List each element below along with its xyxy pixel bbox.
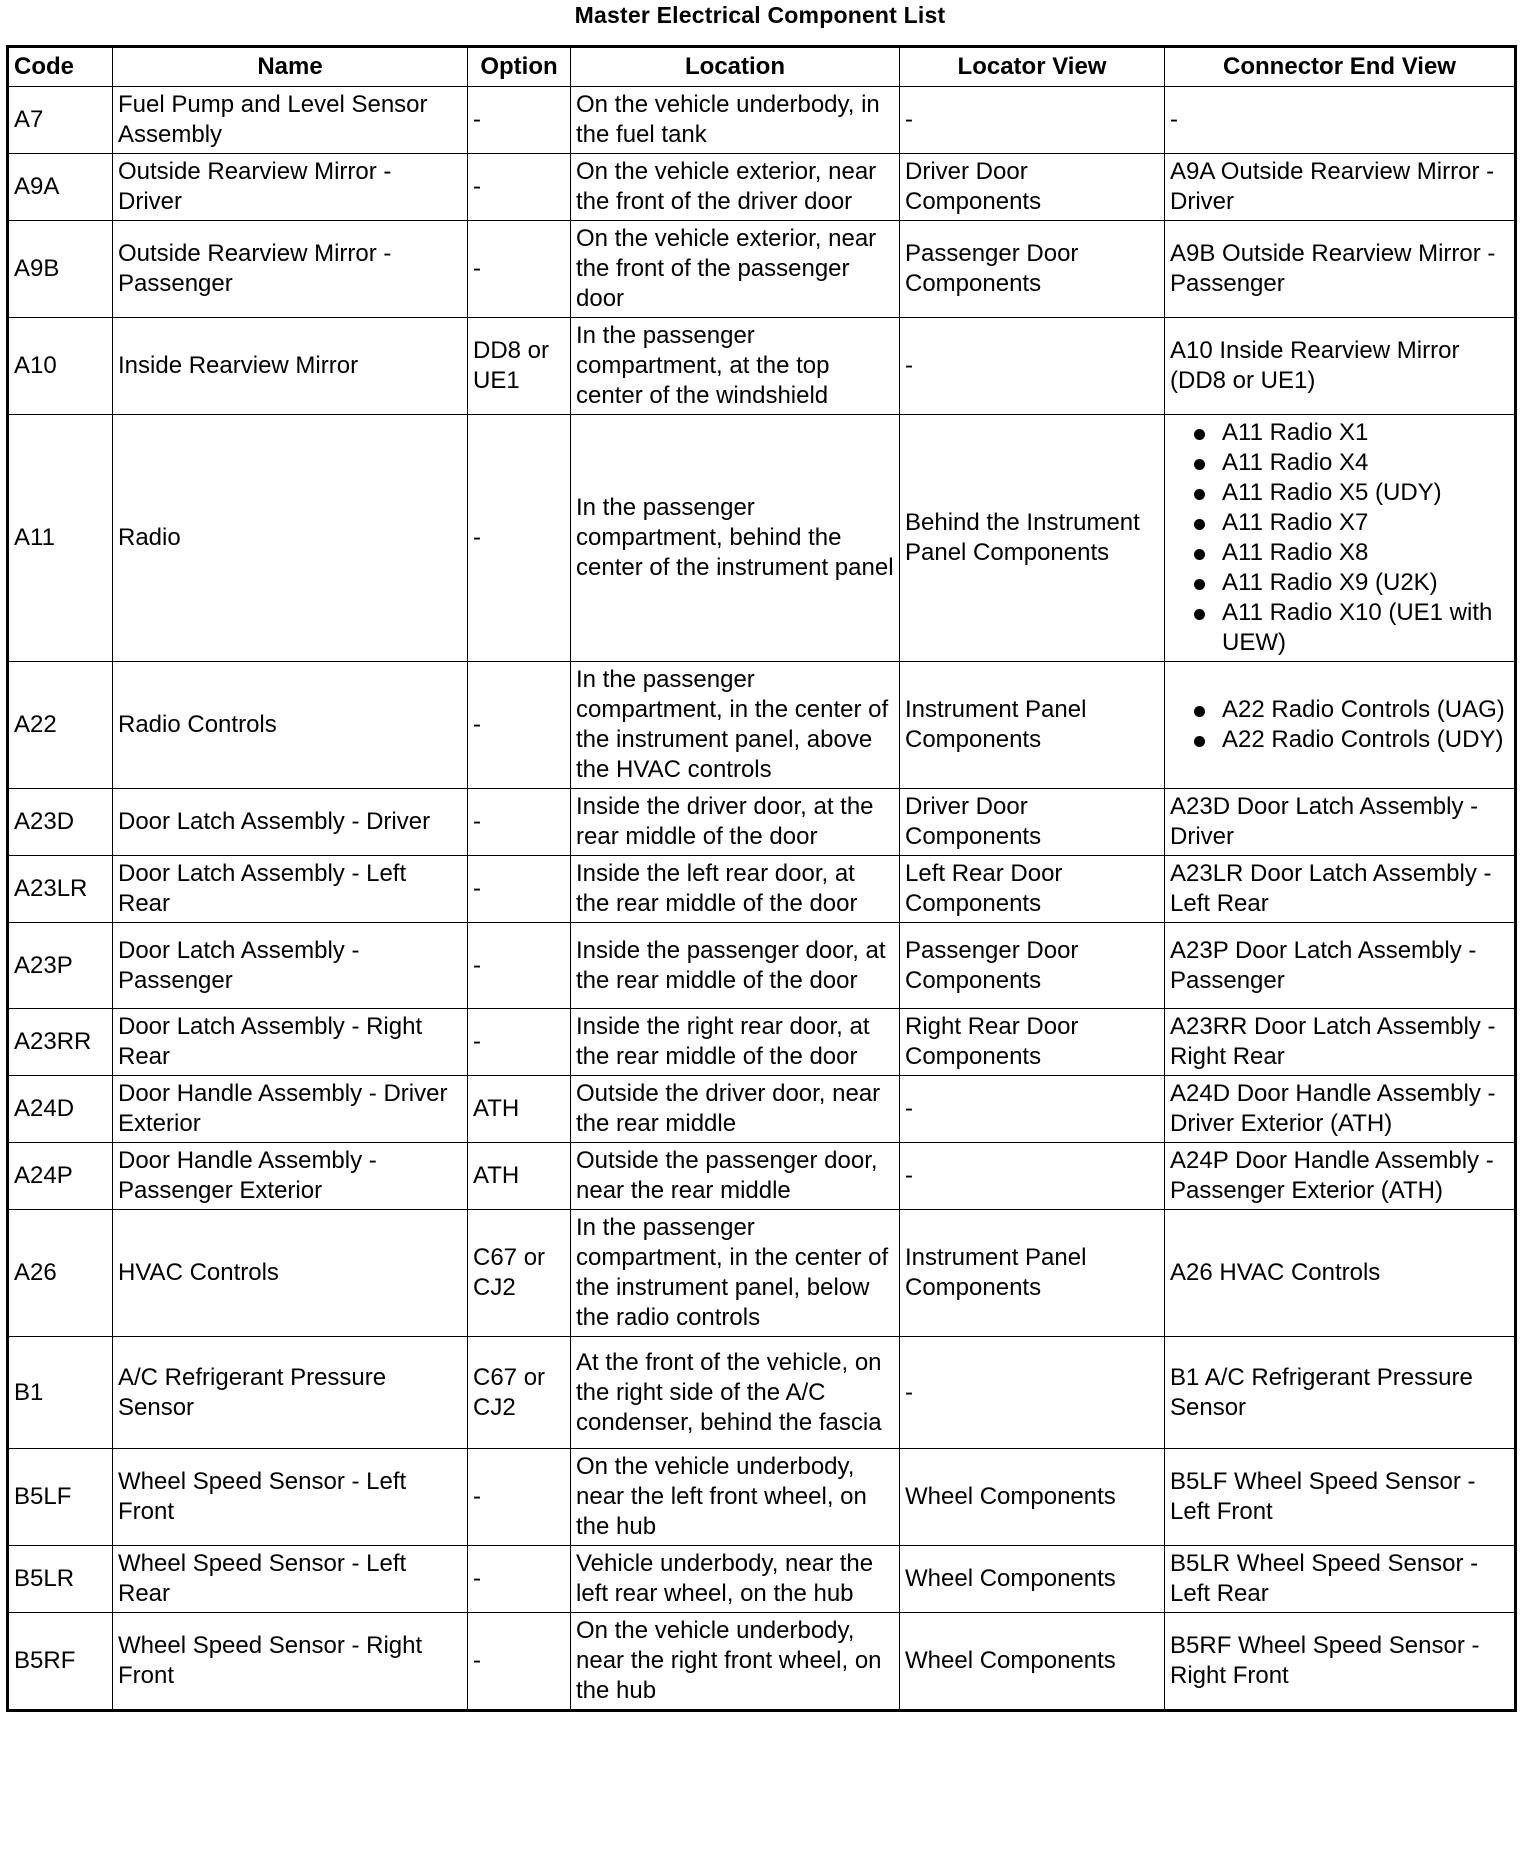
cell-location: Vehicle underbody, near the left rear wheel, on the hub xyxy=(571,1546,900,1613)
cell-connector-end-view: - xyxy=(1165,87,1516,154)
connector-list-item: A11 Radio X8 xyxy=(1192,538,1509,568)
cell-option: - xyxy=(468,923,571,1009)
cell-location: Inside the passenger door, at the rear middle of the door xyxy=(571,923,900,1009)
cell-option: - xyxy=(468,1449,571,1546)
cell-code: A7 xyxy=(8,87,113,154)
cell-code: A9B xyxy=(8,221,113,318)
cell-code: A23LR xyxy=(8,856,113,923)
connector-list-item: A11 Radio X1 xyxy=(1192,418,1509,448)
column-header-location: Location xyxy=(571,47,900,87)
cell-connector-end-view: A23RR Door Latch Assembly - Right Rear xyxy=(1165,1009,1516,1076)
column-header-name: Name xyxy=(113,47,468,87)
cell-connector-end-view: A24D Door Handle Assembly - Driver Exterior (ATH) xyxy=(1165,1076,1516,1143)
table-row xyxy=(8,923,1516,1009)
cell-connector-end-view: B5LF Wheel Speed Sensor - Left Front xyxy=(1165,1449,1516,1546)
cell-code: A9A xyxy=(8,154,113,221)
table-row xyxy=(8,856,1516,923)
cell-option: - xyxy=(468,415,571,662)
cell-name: Inside Rearview Mirror xyxy=(113,318,468,415)
cell-locator-view: Instrument Panel Components xyxy=(900,1210,1165,1337)
table-row xyxy=(8,1337,1516,1449)
cell-location: On the vehicle underbody, near the left front wheel, on the hub xyxy=(571,1449,900,1546)
cell-name: Fuel Pump and Level Sensor Assembly xyxy=(113,87,468,154)
cell-location: Outside the driver door, near the rear middle xyxy=(571,1076,900,1143)
cell-connector-end-view: A9B Outside Rearview Mirror - Passenger xyxy=(1165,221,1516,318)
cell-code: A23P xyxy=(8,923,113,1009)
cell-name: Door Handle Assembly - Passenger Exterior xyxy=(113,1143,468,1210)
cell-location: Inside the left rear door, at the rear middle of the door xyxy=(571,856,900,923)
cell-name: A/C Refrigerant Pressure Sensor xyxy=(113,1337,468,1449)
cell-connector-end-view: B5RF Wheel Speed Sensor - Right Front xyxy=(1165,1613,1516,1711)
cell-option: C67 or CJ2 xyxy=(468,1337,571,1449)
cell-name: Radio xyxy=(113,415,468,662)
cell-location: In the passenger compartment, behind the center of the instrument panel xyxy=(571,415,900,662)
cell-location: On the vehicle underbody, in the fuel tank xyxy=(571,87,900,154)
table-row xyxy=(8,318,1516,415)
cell-location: Outside the passenger door, near the rear middle xyxy=(571,1143,900,1210)
cell-code: A23RR xyxy=(8,1009,113,1076)
cell-name: Outside Rearview Mirror - Driver xyxy=(113,154,468,221)
cell-name: Door Latch Assembly - Left Rear xyxy=(113,856,468,923)
cell-name: Door Handle Assembly - Driver Exterior xyxy=(113,1076,468,1143)
cell-locator-view: - xyxy=(900,87,1165,154)
column-header-connector-end-view: Connector End View xyxy=(1165,47,1516,87)
cell-code: A23D xyxy=(8,789,113,856)
table-row xyxy=(8,1076,1516,1143)
connector-list xyxy=(1170,418,1509,658)
table-row xyxy=(8,154,1516,221)
cell-locator-view: Left Rear Door Components xyxy=(900,856,1165,923)
table-row xyxy=(8,87,1516,154)
column-header-locator-view: Locator View xyxy=(900,47,1165,87)
column-header-code: Code xyxy=(8,47,113,87)
cell-location: In the passenger compartment, in the center of the instrument panel, below the radio controls xyxy=(571,1210,900,1337)
cell-locator-view: Passenger Door Components xyxy=(900,221,1165,318)
cell-locator-view: Right Rear Door Components xyxy=(900,1009,1165,1076)
cell-connector-end-view: A23LR Door Latch Assembly - Left Rear xyxy=(1165,856,1516,923)
cell-location: On the vehicle exterior, near the front of the driver door xyxy=(571,154,900,221)
cell-connector-end-view: A23P Door Latch Assembly - Passenger xyxy=(1165,923,1516,1009)
table-row xyxy=(8,1546,1516,1613)
cell-code: A10 xyxy=(8,318,113,415)
table-row xyxy=(8,221,1516,318)
cell-option: - xyxy=(468,1613,571,1711)
header-row xyxy=(8,47,1516,87)
cell-code: B5RF xyxy=(8,1613,113,1711)
cell-option: - xyxy=(468,856,571,923)
cell-locator-view: - xyxy=(900,1337,1165,1449)
cell-option: - xyxy=(468,154,571,221)
cell-name: Wheel Speed Sensor - Right Front xyxy=(113,1613,468,1711)
cell-connector-end-view xyxy=(1165,415,1516,662)
connector-list xyxy=(1170,695,1509,755)
cell-connector-end-view: A24P Door Handle Assembly - Passenger Exterior (ATH) xyxy=(1165,1143,1516,1210)
cell-code: A24P xyxy=(8,1143,113,1210)
cell-connector-end-view: A23D Door Latch Assembly - Driver xyxy=(1165,789,1516,856)
component-table xyxy=(6,45,1517,1712)
cell-locator-view: Wheel Components xyxy=(900,1449,1165,1546)
cell-code: A11 xyxy=(8,415,113,662)
cell-location: Inside the right rear door, at the rear middle of the door xyxy=(571,1009,900,1076)
cell-locator-view: Driver Door Components xyxy=(900,789,1165,856)
cell-option: - xyxy=(468,1546,571,1613)
cell-locator-view: Passenger Door Components xyxy=(900,923,1165,1009)
table-body xyxy=(8,87,1516,1711)
connector-list-item: A11 Radio X5 (UDY) xyxy=(1192,478,1509,508)
cell-locator-view: Instrument Panel Components xyxy=(900,662,1165,789)
cell-locator-view: Driver Door Components xyxy=(900,154,1165,221)
cell-name: Door Latch Assembly - Passenger xyxy=(113,923,468,1009)
connector-list-item: A11 Radio X7 xyxy=(1192,508,1509,538)
table-row xyxy=(8,415,1516,662)
cell-location: At the front of the vehicle, on the right side of the A/C condenser, behind the fascia xyxy=(571,1337,900,1449)
cell-name: Radio Controls xyxy=(113,662,468,789)
cell-location: On the vehicle exterior, near the front of the passenger door xyxy=(571,221,900,318)
cell-option: - xyxy=(468,789,571,856)
connector-list-item: A22 Radio Controls (UDY) xyxy=(1192,725,1509,755)
cell-option: ATH xyxy=(468,1076,571,1143)
cell-connector-end-view xyxy=(1165,662,1516,789)
cell-name: Door Latch Assembly - Driver xyxy=(113,789,468,856)
cell-locator-view: - xyxy=(900,318,1165,415)
connector-list-item: A22 Radio Controls (UAG) xyxy=(1192,695,1509,725)
cell-location: In the passenger compartment, in the center of the instrument panel, above the HVAC controls xyxy=(571,662,900,789)
cell-location: Inside the driver door, at the rear middle of the door xyxy=(571,789,900,856)
cell-connector-end-view: B1 A/C Refrigerant Pressure Sensor xyxy=(1165,1337,1516,1449)
table-row xyxy=(8,662,1516,789)
table-row xyxy=(8,1009,1516,1076)
cell-locator-view: Wheel Components xyxy=(900,1546,1165,1613)
table-row xyxy=(8,1210,1516,1337)
table-row xyxy=(8,1613,1516,1711)
connector-list-item: A11 Radio X4 xyxy=(1192,448,1509,478)
cell-code: B5LF xyxy=(8,1449,113,1546)
cell-locator-view: Behind the Instrument Panel Components xyxy=(900,415,1165,662)
cell-code: A26 xyxy=(8,1210,113,1337)
cell-code: A24D xyxy=(8,1076,113,1143)
page-title: Master Electrical Component List xyxy=(574,2,946,28)
cell-name: Wheel Speed Sensor - Left Front xyxy=(113,1449,468,1546)
cell-code: B5LR xyxy=(8,1546,113,1613)
cell-locator-view: - xyxy=(900,1076,1165,1143)
cell-option: C67 or CJ2 xyxy=(468,1210,571,1337)
cell-name: Door Latch Assembly - Right Rear xyxy=(113,1009,468,1076)
cell-name: Outside Rearview Mirror - Passenger xyxy=(113,221,468,318)
cell-option: - xyxy=(468,1009,571,1076)
cell-option: - xyxy=(468,221,571,318)
cell-name: HVAC Controls xyxy=(113,1210,468,1337)
cell-location: In the passenger compartment, at the top center of the windshield xyxy=(571,318,900,415)
cell-option: DD8 or UE1 xyxy=(468,318,571,415)
cell-connector-end-view: B5LR Wheel Speed Sensor - Left Rear xyxy=(1165,1546,1516,1613)
cell-option: - xyxy=(468,662,571,789)
cell-code: B1 xyxy=(8,1337,113,1449)
cell-name: Wheel Speed Sensor - Left Rear xyxy=(113,1546,468,1613)
cell-locator-view: Wheel Components xyxy=(900,1613,1165,1711)
cell-locator-view: - xyxy=(900,1143,1165,1210)
cell-connector-end-view: A10 Inside Rearview Mirror (DD8 or UE1) xyxy=(1165,318,1516,415)
cell-location: On the vehicle underbody, near the right front wheel, on the hub xyxy=(571,1613,900,1711)
table-row xyxy=(8,789,1516,856)
cell-option: - xyxy=(468,87,571,154)
column-header-option: Option xyxy=(468,47,571,87)
table-row xyxy=(8,1449,1516,1546)
connector-list-item: A11 Radio X9 (U2K) xyxy=(1192,568,1509,598)
cell-option: ATH xyxy=(468,1143,571,1210)
cell-connector-end-view: A9A Outside Rearview Mirror - Driver xyxy=(1165,154,1516,221)
cell-connector-end-view: A26 HVAC Controls xyxy=(1165,1210,1516,1337)
connector-list-item: A11 Radio X10 (UE1 with UEW) xyxy=(1192,598,1509,658)
cell-code: A22 xyxy=(8,662,113,789)
table-row xyxy=(8,1143,1516,1210)
